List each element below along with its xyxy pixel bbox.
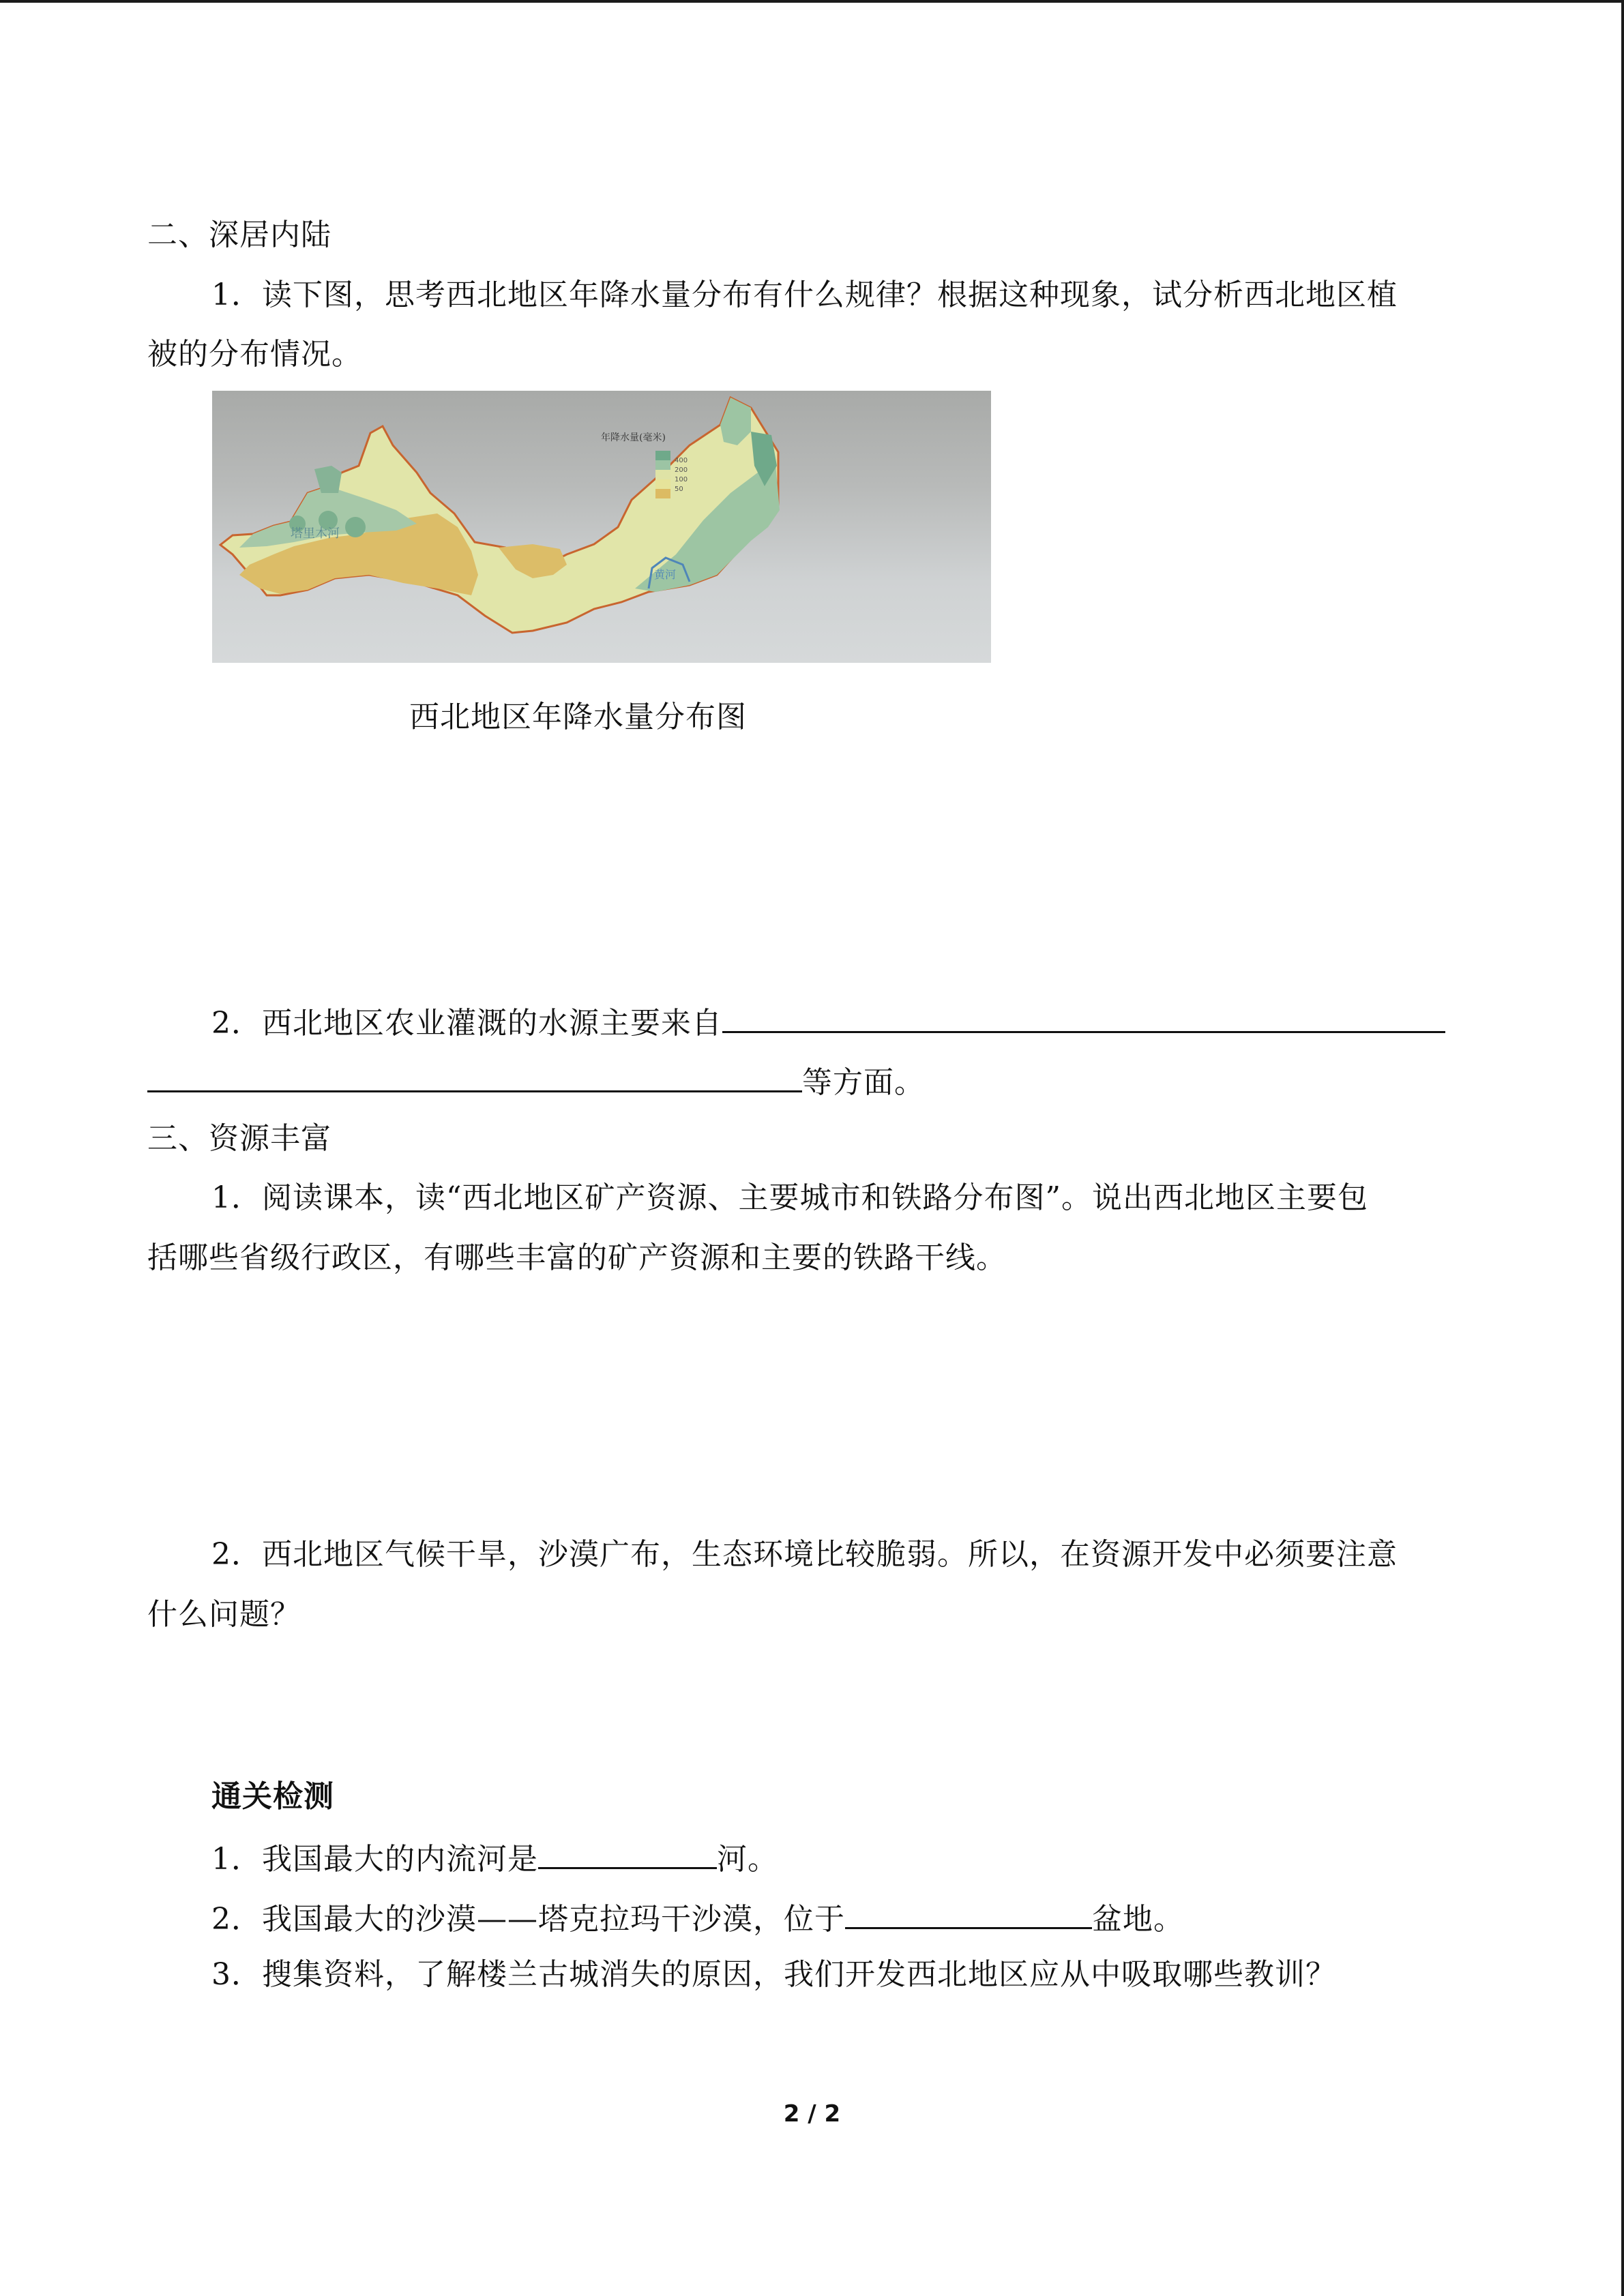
checkpoint-q1-suffix: 河。 xyxy=(717,1842,778,1877)
legend-swatch-100-200 xyxy=(655,470,670,479)
answer-blank-basin-name[interactable] xyxy=(845,1896,1092,1929)
legend-swatch-50-100 xyxy=(655,479,670,489)
checkpoint-q2-prefix: 2．我国最大的沙漠——塔克拉玛干沙漠，位于 xyxy=(211,1902,845,1937)
answer-blank-irrigation-source-2[interactable] xyxy=(147,1059,802,1092)
checkpoint-question-2 xyxy=(211,1896,1184,1940)
legend-label-400: 400 xyxy=(675,457,688,464)
precipitation-map xyxy=(212,391,991,663)
question-3-2-line1: 2．西北地区气候干旱，沙漠广布，生态环境比较脆弱。所以，在资源开发中必须要注意 xyxy=(211,1537,1398,1572)
checkpoint-q2-suffix: 盆地。 xyxy=(1092,1902,1184,1937)
question-3-2-line2: 什么问题？ xyxy=(147,1597,301,1632)
section-heading-inland: 二、深居内陆 xyxy=(147,218,331,252)
question-2-2-suffix: 等方面。 xyxy=(802,1065,925,1100)
section-heading-resources: 三、资源丰富 xyxy=(147,1121,331,1156)
legend-swatch-200-400 xyxy=(655,460,670,470)
question-3-1-line2: 括哪些省级行政区，有哪些丰富的矿产资源和主要的铁路干线。 xyxy=(147,1240,1007,1275)
legend-title: 年降水量(毫米) xyxy=(601,432,666,443)
answer-blank-largest-inland-river[interactable] xyxy=(538,1836,717,1869)
page-number: 2 / 2 xyxy=(783,2100,841,2128)
yellow-river-label: 黄河 xyxy=(654,568,677,581)
checkpoint-question-1 xyxy=(211,1836,778,1880)
answer-blank-irrigation-source-1[interactable] xyxy=(722,1000,1445,1033)
figure-caption: 西北地区年降水量分布图 xyxy=(409,700,747,734)
legend-label-50: 50 xyxy=(675,486,683,493)
region-400-patch xyxy=(345,517,366,537)
checkpoint-q1-prefix: 1．我国最大的内流河是 xyxy=(211,1842,538,1877)
legend-label-100: 100 xyxy=(675,476,688,483)
question-3-1-line1: 1．阅读课本，读“西北地区矿产资源、主要城市和铁路分布图”。说出西北地区主要包 xyxy=(211,1180,1368,1215)
tarim-river-label: 塔里木河 xyxy=(291,526,340,541)
legend-swatch-under-50 xyxy=(655,489,670,498)
question-2-2-line1 xyxy=(211,1000,1445,1044)
precipitation-map-graphic xyxy=(212,391,991,663)
question-2-1-line2: 被的分布情况。 xyxy=(147,337,362,372)
legend-label-200: 200 xyxy=(675,466,688,474)
checkpoint-heading: 通关检测 xyxy=(211,1779,334,1814)
question-2-1-line1: 1．读下图，思考西北地区年降水量分布有什么规律？根据这种现象，试分析西北地区植 xyxy=(211,278,1398,312)
checkpoint-question-3: 3．搜集资料，了解楼兰古城消失的原因，我们开发西北地区应从中吸取哪些教训？ xyxy=(211,1957,1336,1992)
question-2-2-line2 xyxy=(147,1059,925,1103)
question-2-2-prefix: 2．西北地区农业灌溉的水源主要来自 xyxy=(211,1006,722,1041)
legend-swatch-over-400 xyxy=(655,451,670,460)
